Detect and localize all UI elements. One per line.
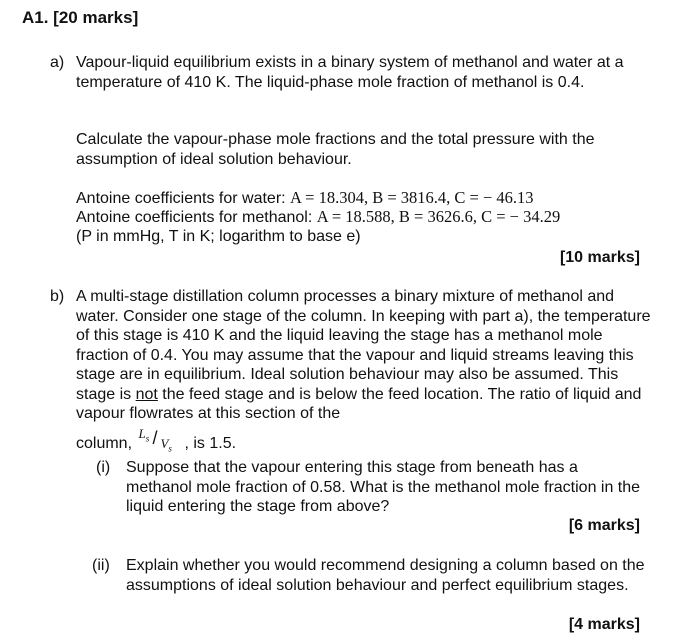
sub-i-label: (i)	[96, 459, 111, 476]
flow-ratio-suffix: , is 1.5.	[184, 435, 237, 452]
sub-ii-marks: [4 marks]	[568, 616, 640, 633]
antoine-methanol-values: A = 18.588, B = 3626.6, C = − 34.29	[316, 207, 561, 226]
part-b-intro	[76, 287, 656, 424]
flow-ratio-prefix: column,	[76, 435, 137, 452]
flow-ratio-fraction	[136, 426, 184, 454]
sub-i-text: Suppose that the vapour entering this stage from beneath has a methanol mole fraction of 0.58. What is the methanol mole fraction in the liquid entering the stage from above?	[126, 459, 641, 515]
antoine-water-label: Antoine coefficients for water:	[76, 190, 291, 207]
sub-ii-text: Explain whether you would recommend designing a column based on the assumptions of ideal solution behaviour and perfect equilibrium stages.	[126, 557, 645, 594]
part-a-task-text: Calculate the vapour-phase mole fractions and the total pressure with the assumption of ideal solution behaviour.	[76, 131, 595, 168]
fraction-slash: /	[152, 428, 158, 448]
part-a-paragraph: Vapour-liquid equilibrium exists in a binary system of methanol and water at a temperature of 410 K. The liquid-phase mole fraction of methanol is 0.4.	[76, 54, 624, 91]
fraction-denominator: $V_s$	[160, 436, 172, 454]
part-b-paragraph	[76, 287, 656, 424]
antoine-methanol-line	[76, 207, 676, 228]
antoine-water-values: A = 18.304, B = 3816.4, C = − 46.13	[290, 188, 534, 207]
part-b-text-end: the feed stage and is below the feed location. The ratio of liquid and vapour flowrates at this section of the	[76, 385, 642, 422]
units-note: (P in mmHg, T in K; logarithm to base e)	[76, 228, 361, 245]
question-title: A1. [20 marks]	[22, 8, 139, 27]
sub-i-marks: [6 marks]	[568, 517, 640, 534]
antoine-methanol-label: Antoine coefficients for methanol:	[76, 209, 317, 226]
part-b-underlined-word: not	[135, 385, 158, 403]
flow-ratio-line	[76, 426, 656, 454]
part-b-text-start: A multi-stage distillation column processes a binary mixture of methanol and water. Consider one stage of the column. In keeping with part a), the temperature of this stage is 410 K and the liquid leaving the stage has a methanol mole fraction of 0.4. You may assume that the vapour and liquid streams leaving this stage are in equilibrium. Ideal solution behaviour may also be assumed. This stage is	[76, 288, 651, 403]
part-b-label: b)	[50, 288, 65, 305]
part-a-task	[76, 130, 656, 169]
sub-ii-label: (ii)	[92, 557, 110, 574]
part-a-label: a)	[50, 54, 65, 71]
fraction-numerator: $L_s$	[138, 426, 150, 444]
part-a-intro	[76, 53, 656, 92]
antoine-water-line	[76, 188, 676, 209]
part-a-marks: [10 marks]	[559, 249, 640, 266]
